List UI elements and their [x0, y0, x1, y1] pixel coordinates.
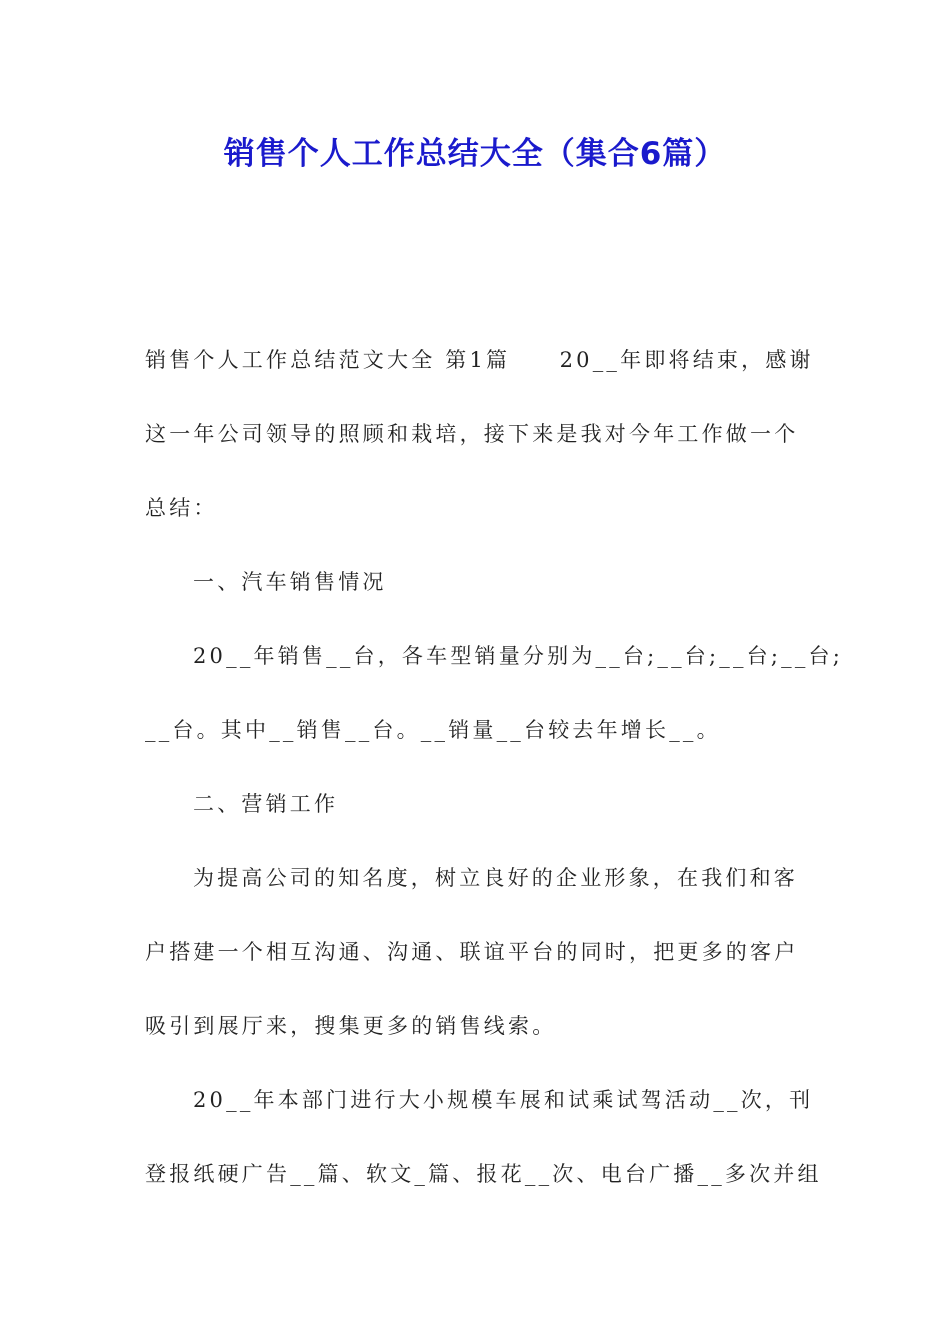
- section-heading: 一、汽车销售情况: [193, 570, 387, 594]
- text-line: __台。其中__销售__台。__销量__台较去年增长__。: [145, 718, 721, 742]
- section-heading: 二、营销工作: [193, 792, 339, 816]
- document-title: 销售个人工作总结大全（集合6篇）: [223, 136, 727, 172]
- text-line: 20__年本部门进行大小规模车展和试乘试驾活动__次，刊: [193, 1088, 814, 1112]
- text-line: 为提高公司的知名度，树立良好的企业形象，在我们和客: [193, 866, 798, 890]
- text-line: 总结：: [145, 496, 218, 520]
- document-body: [145, 338, 844, 1226]
- text-line: 销售个人工作总结范文大全 第1篇 20__年即将结束，感谢: [145, 348, 814, 372]
- text-line: 登报纸硬广告__篇、软文_篇、报花__次、电台广播__多次并组: [145, 1162, 822, 1186]
- text-line: 户搭建一个相互沟通、沟通、联谊平台的同时，把更多的客户: [145, 940, 799, 964]
- text-line: 吸引到展厅来，搜集更多的销售线索。: [145, 1014, 557, 1038]
- text-line: 20__年销售__台，各车型销量分别为__台;__台;__台;__台;: [193, 644, 844, 668]
- text-line: 这一年公司领导的照顾和栽培，接下来是我对今年工作做一个: [145, 422, 799, 446]
